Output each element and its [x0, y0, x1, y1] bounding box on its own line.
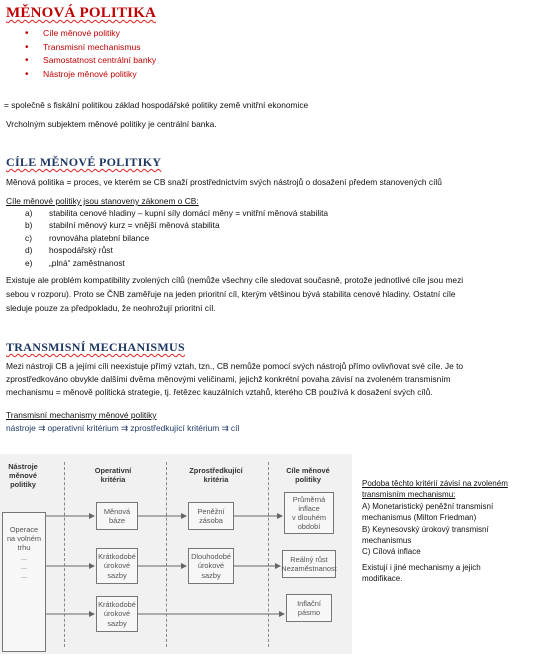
transmission-chain: nástroje ⇉ operativní kritérium ⇉ zprostředkující kritérium ⇉ cíl [6, 423, 240, 433]
transmission-diagram [0, 454, 352, 654]
goals-paragraph-line: Existuje ale problém kompatibility zvolených cílů (nemůže všechny cíle sledovat současně, protože jednotlivé cíle jsou mezi [6, 275, 464, 285]
intermediate-box: Dlouhodobé úrokové sazby [188, 548, 234, 584]
side-note-footer: Existují i jiné mechanismy a jejich [362, 562, 481, 572]
goals-list-item: a) stabilita cenové hladiny – kupní síly domácí měny = vnitřní měnová stabilita [25, 208, 329, 218]
goals-definition: Měnová politika = proces, ve kterém se CB snaží prostřednictvím svých nástrojů o dosažení předem stanovených cílů [6, 177, 442, 187]
operative-box: Krátkodobé úrokové sazby [96, 596, 138, 632]
goals-paragraph-line: sleduje pouze za předpokladu, že neohrožují prioritní cíl. [6, 303, 216, 313]
page-title: MĚNOVÁ POLITIKA [6, 5, 157, 21]
toc-item[interactable]: • Cíle měnové politiky [25, 27, 156, 41]
diagram-header: Zprostředkující kritéria [189, 466, 243, 484]
intro-line-2: Vrcholným subjektem měnové politiky je centrální banka. [6, 119, 217, 129]
side-note [362, 478, 544, 585]
transmission-subheading: Transmisní mechanismy měnové politiky [6, 410, 157, 420]
goals-heading: CÍLE MĚNOVÉ POLITIKY [6, 155, 162, 169]
goal-box: Průměrná inflace v dlouhém období [284, 492, 334, 534]
instrument-box: Operace na volném trhu ... ... ... [2, 512, 46, 652]
goals-list-item: c) rovnováha platební bilance [25, 232, 150, 243]
operative-box: Měnová báze [96, 502, 138, 530]
transmission-heading: TRANSMISNÍ MECHANISMUS [6, 340, 185, 354]
diagram-arrows [0, 454, 352, 654]
side-note-item: C) Cílová inflace [362, 547, 421, 557]
goal-box: Inflační pásmo [286, 594, 332, 622]
toc-list [25, 27, 156, 81]
toc-item[interactable]: • Samostatnost centrální banky [25, 54, 156, 68]
goals-list-item: d) hospodářský růst [25, 245, 113, 256]
side-note-footer: modifikace. [362, 574, 403, 584]
side-note-heading: transmisním mechanismu: [362, 490, 456, 500]
goals-paragraph-line: sebou v rozporu). Proto se ČNB zaměřuje na jeden prioritní cíl, kterým většinou bývá stabilita cenové hladiny. Ostatní cíle [6, 289, 456, 299]
intermediate-box: Peněžní zásoba [188, 502, 234, 530]
diagram-header: Cíle měnové politiky [286, 466, 330, 484]
toc-item[interactable]: • Nástroje měnové politiky [25, 68, 156, 82]
goals-list-item: e) „plná“ zaměstnanost [25, 257, 125, 268]
side-note-item: mechanismus (Milton Friedman) [362, 513, 477, 523]
goal-box: Reálný růst Nezaměstnanost [282, 550, 336, 578]
transmission-paragraph-line: mechanismu = měnově politická strategie, tj. řetězec kauzálních vztahů, kterého CB používá k dosažení svých cílů. [6, 387, 433, 397]
goals-list-item: b) stabilní měnový kurz = vnější měnová stabilita [25, 220, 220, 231]
transmission-paragraph-line: zprostředkováno obvykle dalšími dvěma měnovými veličinami, jejichž konkrétní povaha závisí na zvoleném transmisním [6, 374, 451, 384]
side-note-heading: Podoba těchto kritérií závisí na zvoleném [362, 479, 508, 488]
side-note-item: A) Monetaristický peněžní transmisní [362, 501, 494, 511]
goals-list [25, 207, 328, 269]
diagram-header: Nástroje měnové politiky [8, 462, 38, 489]
side-note-item: mechanismus [362, 536, 412, 546]
goals-law-line: Cíle měnové politiky jsou stanoveny zákonem o CB: [6, 196, 199, 206]
operative-box: Krátkodobé úrokové sazby [96, 548, 138, 584]
toc-item[interactable]: • Transmisní mechanismus [25, 41, 156, 55]
transmission-paragraph-line: Mezi nástroji CB a jejími cíli neexistuje přímý vztah, tzn., CB nemůže pomocí svých nástrojů přímo ovlivňovat své cíle. Je to [6, 361, 464, 371]
side-note-item: B) Keynesovský úrokový transmisní [362, 524, 489, 534]
diagram-header: Operativní kritéria [94, 466, 132, 484]
intro-line-1: = společně s fiskální politikou základ hospodářské politiky země vnitřní ekonomice [4, 100, 309, 110]
